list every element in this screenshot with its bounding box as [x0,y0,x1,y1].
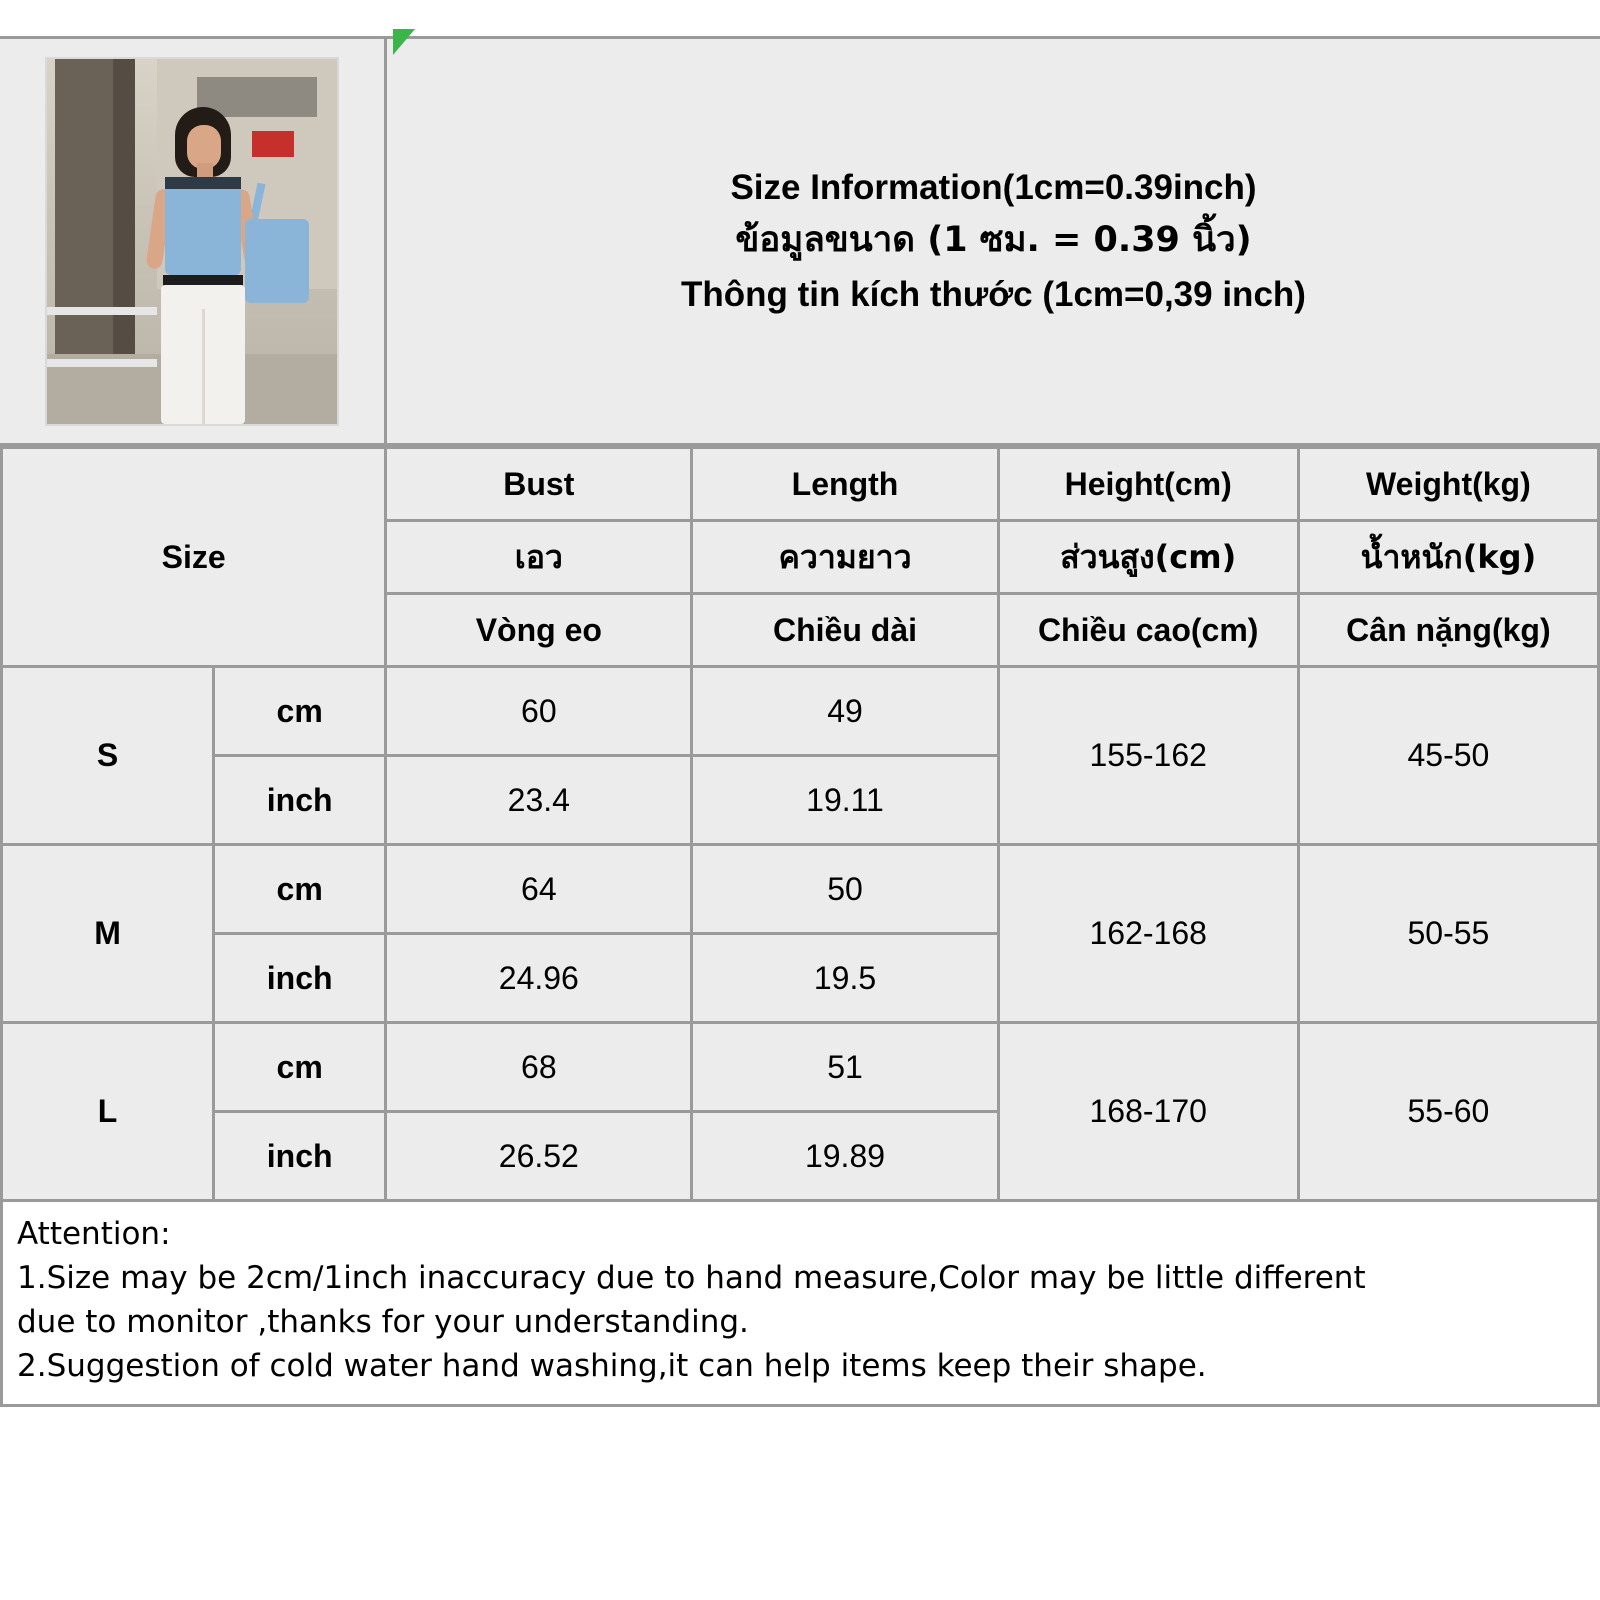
col-header-weight-en: Weight(kg) [1298,448,1598,521]
table-row [2,1023,1599,1112]
weight-l: 55-60 [1298,1023,1598,1201]
table-row [2,845,1599,934]
height-m: 162-168 [998,845,1298,1023]
product-photo-cell [0,39,387,443]
bust-inch-m: 24.96 [386,934,692,1023]
col-header-bust-en: Bust [386,448,692,521]
row-size-label-l: L [2,1023,214,1201]
product-photo [45,57,339,426]
col-header-bust-th: เอว [386,521,692,594]
row-size-label-m: M [2,845,214,1023]
col-header-length-th: ความยาว [692,521,998,594]
length-inch-m: 19.5 [692,934,998,1023]
col-header-height-vi: Chiều cao(cm) [998,594,1298,667]
unit-cm-m: cm [214,845,386,934]
attention-line-3: 2.Suggestion of cold water hand washing,it can help items keep their shape. [17,1348,1207,1385]
attention-title: Attention: [17,1216,171,1252]
green-corner-marker-icon [393,29,415,55]
weight-m: 50-55 [1298,845,1598,1023]
unit-inch-s: inch [214,756,386,845]
title-line-th: ข้อมูลขนาด (1 ซม. = 0.39 นิ้ว) [735,220,1252,261]
col-header-length-vi: Chiều dài [692,594,998,667]
bust-cm-s: 60 [386,667,692,756]
bust-inch-l: 26.52 [386,1112,692,1201]
length-inch-s: 19.11 [692,756,998,845]
attention-block [0,1202,1600,1404]
col-header-bust-vi: Vòng eo [386,594,692,667]
unit-inch-m: inch [214,934,386,1023]
col-header-weight-th: น้ำหนัก(kg) [1298,521,1598,594]
header-band [0,39,1600,446]
attention-line-1: 1.Size may be 2cm/1inch inaccuracy due to hand measure,Color may be little different [17,1260,1366,1297]
height-s: 155-162 [998,667,1298,845]
bust-cm-m: 64 [386,845,692,934]
length-inch-l: 19.89 [692,1112,998,1201]
row-size-label-s: S [2,667,214,845]
height-l: 168-170 [998,1023,1298,1201]
unit-cm-s: cm [214,667,386,756]
bust-inch-s: 23.4 [386,756,692,845]
col-header-height-en: Height(cm) [998,448,1298,521]
length-cm-l: 51 [692,1023,998,1112]
size-chart-sheet [0,36,1600,1407]
title-line-en: Size Information(1cm=0.39inch) [730,168,1257,208]
bust-cm-l: 68 [386,1023,692,1112]
size-table [0,446,1600,1202]
col-header-length-en: Length [692,448,998,521]
red-sign-icon [252,131,294,157]
attention-line-2: due to monitor ,thanks for your understanding. [17,1304,749,1341]
title-line-vi: Thông tin kích thước (1cm=0,39 inch) [681,274,1306,314]
col-header-height-th: ส่วนสูง(cm) [998,521,1298,594]
weight-s: 45-50 [1298,667,1598,845]
length-cm-m: 50 [692,845,998,934]
title-cell [387,39,1600,443]
unit-inch-l: inch [214,1112,386,1201]
table-row [2,667,1599,756]
size-header-cell: Size [2,448,386,667]
length-cm-s: 49 [692,667,998,756]
col-header-weight-vi: Cân nặng(kg) [1298,594,1598,667]
table-header-row-en [2,448,1599,521]
unit-cm-l: cm [214,1023,386,1112]
